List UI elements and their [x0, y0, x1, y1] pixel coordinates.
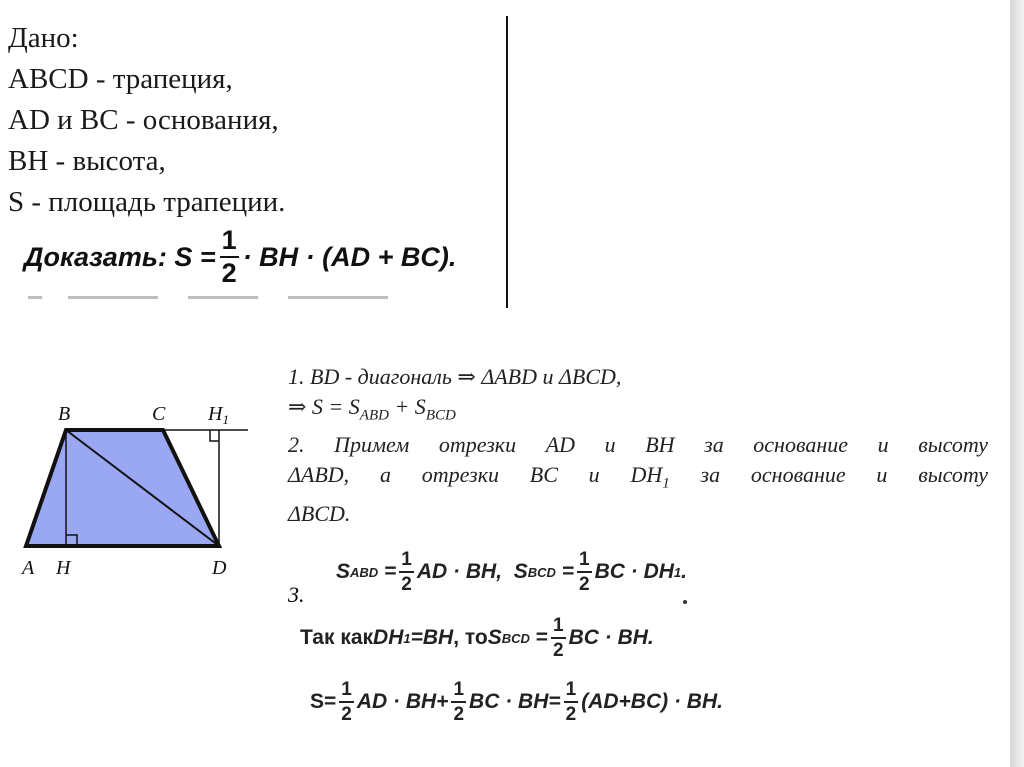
- f2-eq: =: [535, 626, 549, 649]
- f1-frac2: [577, 550, 592, 594]
- f2-dh-sub: 1: [403, 630, 411, 646]
- f3-den3: 2: [565, 704, 577, 725]
- f3-t1: AD · BH+: [356, 690, 449, 713]
- step-1-sub-bcd: BCD: [425, 407, 456, 424]
- given-line-trapezoid: ABCD - трапеция,: [8, 63, 233, 95]
- label-c: C: [152, 403, 166, 425]
- f1-eq1: =: [384, 560, 397, 583]
- f3-num2: 1: [451, 680, 466, 703]
- label-h1-sub: 1: [222, 412, 229, 427]
- f1-t2: BC · DH: [594, 560, 674, 583]
- f3-frac2: [451, 680, 466, 724]
- f3-den2: 2: [453, 704, 465, 725]
- step-1-sub-abd: ABD: [359, 407, 389, 424]
- f1-eq2: =: [561, 560, 575, 583]
- step-2-line-1: 2. Примем отрезки AD и BH за основание и высоту: [288, 432, 988, 458]
- f2-frac: [551, 616, 566, 660]
- f2-num: 1: [551, 616, 566, 639]
- f1-sub2: BCD: [527, 564, 556, 580]
- f2-s: S: [487, 626, 502, 649]
- formula-since: [300, 606, 654, 670]
- f1-t1: AD · BH,: [416, 560, 503, 583]
- f1-sub1: ABD: [350, 564, 379, 580]
- formula-areas: [336, 540, 687, 604]
- formula-final: [310, 670, 723, 734]
- f1-den2: 2: [579, 574, 590, 595]
- f2-t: BC · BH.: [568, 626, 654, 649]
- step-2-line-2-pre: ΔABD, а отрезки BC и DH: [288, 462, 663, 488]
- f3-den1: 2: [341, 704, 352, 725]
- prove-statement: [24, 226, 456, 288]
- f3-frac1: [339, 680, 354, 724]
- f1-num2: 1: [577, 550, 592, 573]
- step-3-label: 3.: [288, 582, 305, 607]
- label-d: D: [212, 557, 227, 579]
- f2-eqbh: =BH: [410, 626, 454, 649]
- f1-den1: 2: [401, 574, 412, 595]
- f2-pre: Так как: [300, 626, 374, 649]
- given-heading: Дано:: [8, 22, 79, 54]
- step-2-line-2-sub: 1: [662, 475, 670, 492]
- f3-frac3: [564, 680, 579, 724]
- f2-sub: BCD: [501, 630, 530, 646]
- prove-rhs: · BH · (AD + BC).: [242, 241, 457, 272]
- prove-lhs: S =: [174, 241, 216, 272]
- step-2-line-2-post: за основание и высоту: [669, 462, 988, 488]
- f2-then: , то: [453, 626, 488, 649]
- f3-t2: BC · BH=: [469, 690, 561, 713]
- given-block: [8, 18, 508, 223]
- label-h: H: [56, 557, 71, 579]
- f2-den: 2: [553, 640, 564, 661]
- f1-t2-end: .: [681, 560, 687, 583]
- trapezoid-fill: [26, 430, 219, 546]
- cropped-text-remnant: [28, 292, 398, 304]
- f3-t3: (AD+BC) · BH.: [581, 690, 723, 713]
- given-line-area: S - площадь трапеции.: [8, 186, 286, 218]
- divider-line: [506, 16, 508, 308]
- step-1: 1. BD - диагональ ⇒ ΔABD и ΔBCD,: [288, 364, 622, 389]
- label-h1: [207, 403, 229, 427]
- slide-edge: [1010, 0, 1024, 767]
- label-a: A: [22, 557, 35, 579]
- f1-num1: 1: [399, 550, 414, 573]
- f1-s1: S: [336, 560, 351, 583]
- f1-t2-sub: 1: [673, 564, 682, 580]
- prove-label: Доказать:: [24, 241, 167, 272]
- f1-frac1: [399, 550, 414, 594]
- fraction-denominator: 2: [221, 258, 237, 288]
- label-b: B: [58, 403, 71, 425]
- f3-num3: 1: [564, 680, 579, 703]
- stray-dot: [683, 600, 687, 604]
- step-2-line-2: [288, 460, 988, 498]
- step-2-line-3: ΔBCD.: [288, 500, 351, 526]
- proof-steps: [288, 362, 988, 529]
- step-1-sum-pre: ⇒ S = S: [288, 394, 360, 419]
- step-1-sum: [288, 392, 988, 430]
- step-1-sum-mid: + S: [388, 394, 426, 419]
- f1-s2: S: [513, 560, 528, 583]
- right-angle-mark-h1: [210, 430, 219, 441]
- given-line-bases: AD и BC - основания,: [8, 104, 279, 136]
- trapezoid-diagram: [20, 396, 280, 586]
- f3-s: S=: [310, 690, 337, 713]
- label-h1-main: H: [208, 403, 223, 425]
- f2-dh: DH: [373, 626, 404, 649]
- fraction-numerator: 1: [220, 227, 239, 258]
- prove-fraction: [220, 227, 239, 287]
- f3-num1: 1: [339, 680, 354, 703]
- given-line-height: BH - высота,: [8, 145, 166, 177]
